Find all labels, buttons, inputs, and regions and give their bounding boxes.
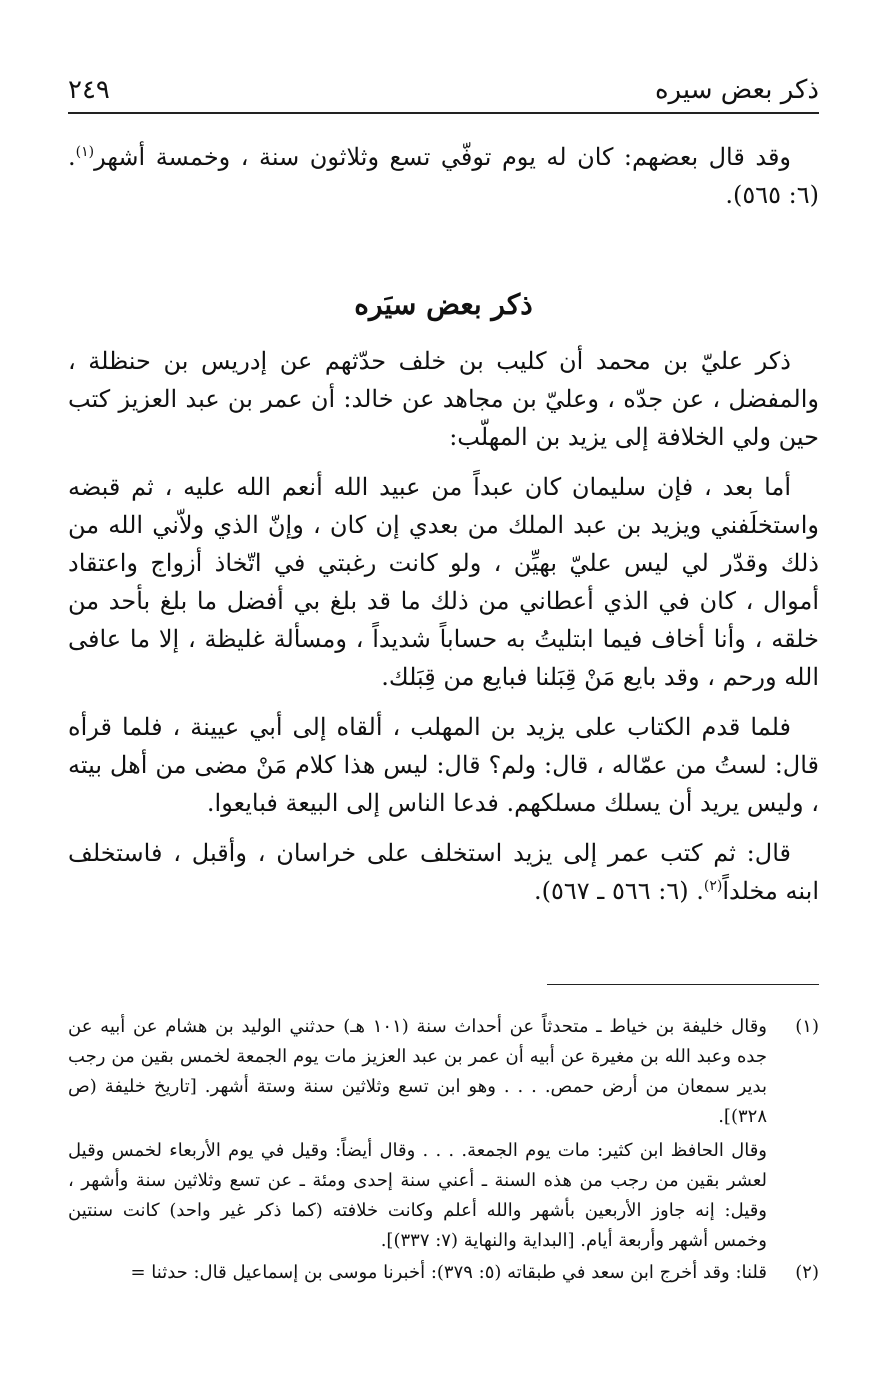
footnote-1 (68, 1012, 819, 1256)
footnote-text: وقال الحافظ ابن كثير: مات يوم الجمعة. . . . وقال أيضاً: وقيل في يوم الأربعاء لخمس وقيل لعشر بقين من رجب من هذه السنة ـ أعني سنة إحدى ومئة ـ عن تسع وثلاثين سنة وأشهر ، وقيل: إنه جاوز الأربعين بأشهر والله أعلم وكانت خلافته (كما ذكر غير واحد) كانت سنتين وخمس أشهر وأربعة أيام. [البداية والنهاية (٧: ٣٣٧)]. (68, 1140, 767, 1251)
footnote-text: وقال خليفة بن خياط ـ متحدثاً عن أحداث سنة (١٠١ هـ) حدثني الوليد بن هشام عن أبيه عن جده وعبد الله بن مغيرة عن أبيه أن عمر بن عبد العزيز مات يوم الجمعة لخمس بقين من رجب بدير سمعان من أرض حمص. . . . وهو ابن تسع وثلاثين سنة وستة أشهر. [تاريخ خليفة (ص ٣٢٨)]. (68, 1016, 767, 1127)
main-text (68, 138, 819, 910)
footnote-number: (١) (795, 1016, 819, 1037)
footnote-2 (68, 1258, 819, 1288)
paragraph-1: ذكر عليّ بن محمد أن كليب بن خلف حدّثهم عن إدريس بن حنظلة ، والمفضل ، عن جدّه ، وعليّ بن مجاهد عن خالد: أن عمر بن عبد العزيز كتب حين ولي الخلافة إلى يزيد بن المهلّب: (68, 347, 819, 451)
running-title: ذكر بعض سيره (654, 75, 819, 105)
section-title: ذكر بعض سيَره (354, 288, 533, 321)
paragraph-2: أما بعد ، فإن سليمان كان عبداً من عبيد الله أنعم الله عليه ، ثم قبضه واستخلَفني ويزيد بن عبد الملك من بعدي إن كان ، وإنّ الذي ولاّني الله من ذلك وقدّر لي ليس عليّ بهيِّن ، ولو كانت رغبتي في اتّخاذ أزواج واعتقاد أموال ، كان في الذي أعطاني من ذلك ما قد بلغ بي أفضل ما بلغ بأحد من خلقه ، وأنا أخاف فيما ابتليتُ به حساباً شديداً ، ومسألة غليظة ، إلا ما عافى الله ورحم ، وقد بايع مَنْ قِبَلنا فبايع من قِبَلك. (68, 473, 819, 691)
paragraph-3: فلما قدم الكتاب على يزيد بن المهلب ، ألقاه إلى أبي عيينة ، فلما قرأه قال: لستُ من عمّاله ، قال: ولم؟ قال: ليس هذا كلام مَنْ مضى من أهل بيته ، وليس يريد أن يسلك مسلكهم. فدعا الناس إلى البيعة فبايعوا. (68, 713, 819, 817)
footnote-number: (٢) (795, 1262, 819, 1283)
paragraph-4: قال: ثم كتب عمر إلى يزيد استخلف على خراسان ، وأقبل ، فاستخلف ابنه مخلداً$^{(٢)}$. (٦: ٥٦٦ ـ ٥٦٧). (68, 839, 819, 905)
footnote-ref-1: (١) (75, 144, 95, 160)
intro-paragraph: وقد قال بعضهم: كان له يوم توفّي تسع وثلاثون سنة ، وخمسة أشهر$^{(١)}$. (٦: ٥٦٥). (68, 143, 819, 209)
running-header (68, 72, 819, 108)
footnotes (68, 1012, 819, 1288)
header-rule (68, 112, 819, 114)
footnote-separator (547, 984, 819, 985)
page-number: ٢٤٩ (68, 75, 110, 105)
footnote-text: قلنا: وقد أخرج ابن سعد في طبقاته (٥: ٣٧٩): أخبرنا موسى بن إسماعيل قال: حدثنا = (130, 1262, 767, 1283)
footnote-ref-2: (٢) (703, 878, 723, 894)
